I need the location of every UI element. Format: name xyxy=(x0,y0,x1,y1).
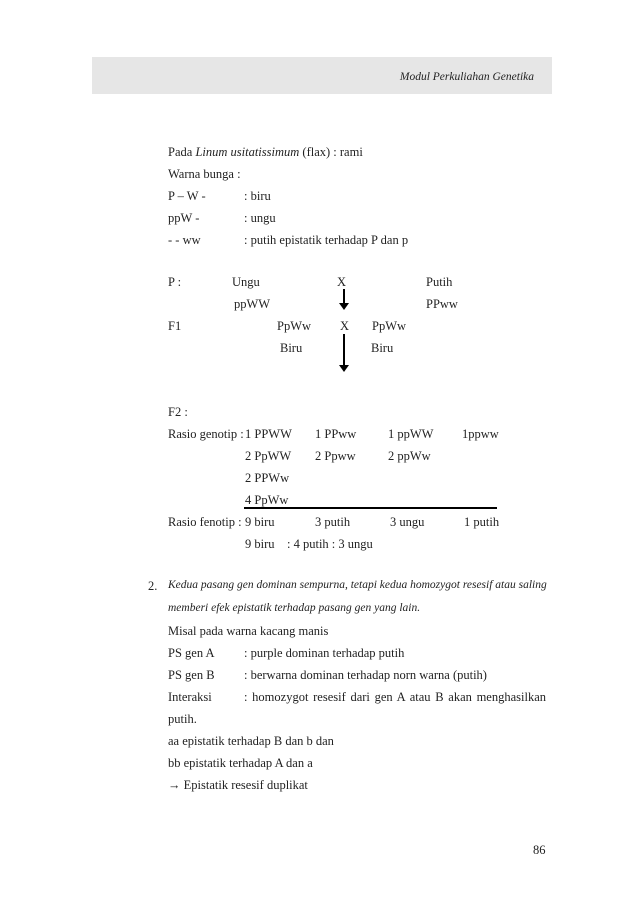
section-2-line-2: memberi efek epistatik terhadap pasang gen yang lain. xyxy=(168,602,421,614)
genotip-cell: 2 ppWw xyxy=(388,449,431,463)
p1-phenotype: Ungu xyxy=(232,275,260,289)
f1-genotype-b: PpWw xyxy=(372,319,407,333)
genotype-row-3: - - ww xyxy=(168,233,201,247)
p2-phenotype: Putih xyxy=(426,275,453,289)
fenotip-cell: 1 putih xyxy=(464,515,500,529)
genotip-cell: 2 PPWw xyxy=(245,471,290,485)
interaction-desc: : homozygot resesif dari gen A atau B akan menghasilkan xyxy=(244,690,546,704)
page-number: 86 xyxy=(533,843,546,857)
f1-genotype-a: PpWw xyxy=(277,319,312,333)
genotip-cell: 1 PPww xyxy=(315,427,357,441)
arrow-1-head xyxy=(339,303,349,310)
gene-desc: : berwarna dominan terhadap norn warna (putih) xyxy=(244,668,487,682)
species-name: Linum usitatissimum xyxy=(195,145,300,159)
fenotip-cell: 3 ungu xyxy=(390,515,425,529)
header-title: Modul Perkuliahan Genetika xyxy=(399,71,534,83)
genotip-cell: 1 PPWW xyxy=(245,427,292,441)
genotype-row-1: P – W - xyxy=(168,189,206,203)
gene-desc: : purple dominan terhadap putih xyxy=(244,646,405,660)
gene-label: PS gen B xyxy=(168,668,215,682)
fenotip-summary: 9 biru : 4 putih : 3 ungu xyxy=(245,537,373,551)
arrow-2-head xyxy=(339,365,349,372)
intro-suffix: (flax) : rami xyxy=(299,145,363,159)
cross-x-1: X xyxy=(337,275,347,289)
genotip-cell: 4 PpWw xyxy=(245,493,289,507)
fenotip-cell: 9 biru xyxy=(245,515,275,529)
phenotype-row-1: : biru xyxy=(244,189,271,203)
p1-genotype: ppWW xyxy=(234,297,271,311)
f1-phenotype-b: Biru xyxy=(371,341,394,355)
example-line: Misal pada warna kacang manis xyxy=(168,624,329,638)
f1-label: F1 xyxy=(168,319,182,333)
phenotype-row-3: : putih epistatik terhadap P dan p xyxy=(244,233,409,247)
genotip-cell: 1ppww xyxy=(462,427,499,441)
section-2-line-1: Kedua pasang gen dominan sempurna, tetapi kedua homozygot resesif atau saling xyxy=(168,579,547,591)
f2-label: F2 : xyxy=(168,405,188,419)
putih-line: putih. xyxy=(168,712,197,726)
section-number: 2. xyxy=(148,579,158,593)
warna-bunga-label: Warna bunga : xyxy=(168,167,241,181)
sum-line xyxy=(244,507,497,509)
intro-line xyxy=(168,145,363,160)
bb-epistatic-line: bb epistatik terhadap A dan a xyxy=(168,756,313,770)
p-label: P : xyxy=(168,275,182,289)
conclusion-line: → Epistatik resesif duplikat xyxy=(168,778,308,792)
p2-genotype: PPww xyxy=(426,297,458,311)
arrow-2-line xyxy=(343,334,345,366)
f1-phenotype-a: Biru xyxy=(280,341,303,355)
genotip-cell: 2 Ppww xyxy=(315,449,356,463)
aa-epistatic-line: aa epistatik terhadap B dan b dan xyxy=(168,734,334,748)
intro-prefix: Pada xyxy=(168,145,196,159)
genotip-cell: 1 ppWW xyxy=(388,427,434,441)
genotip-cell: 2 PpWW xyxy=(245,449,292,463)
fenotip-cell: 3 putih xyxy=(315,515,351,529)
arrow-1-line xyxy=(343,289,345,304)
phenotype-row-2: : ungu xyxy=(244,211,276,225)
header-bar xyxy=(92,57,552,94)
rasio-genotip-label: Rasio genotip : xyxy=(168,427,244,441)
interaction-label: Interaksi xyxy=(168,690,212,704)
genotype-row-2: ppW - xyxy=(168,211,200,225)
gene-label: PS gen A xyxy=(168,646,215,660)
rasio-fenotip-label: Rasio fenotip : xyxy=(168,515,242,529)
cross-x-2: X xyxy=(340,319,350,333)
